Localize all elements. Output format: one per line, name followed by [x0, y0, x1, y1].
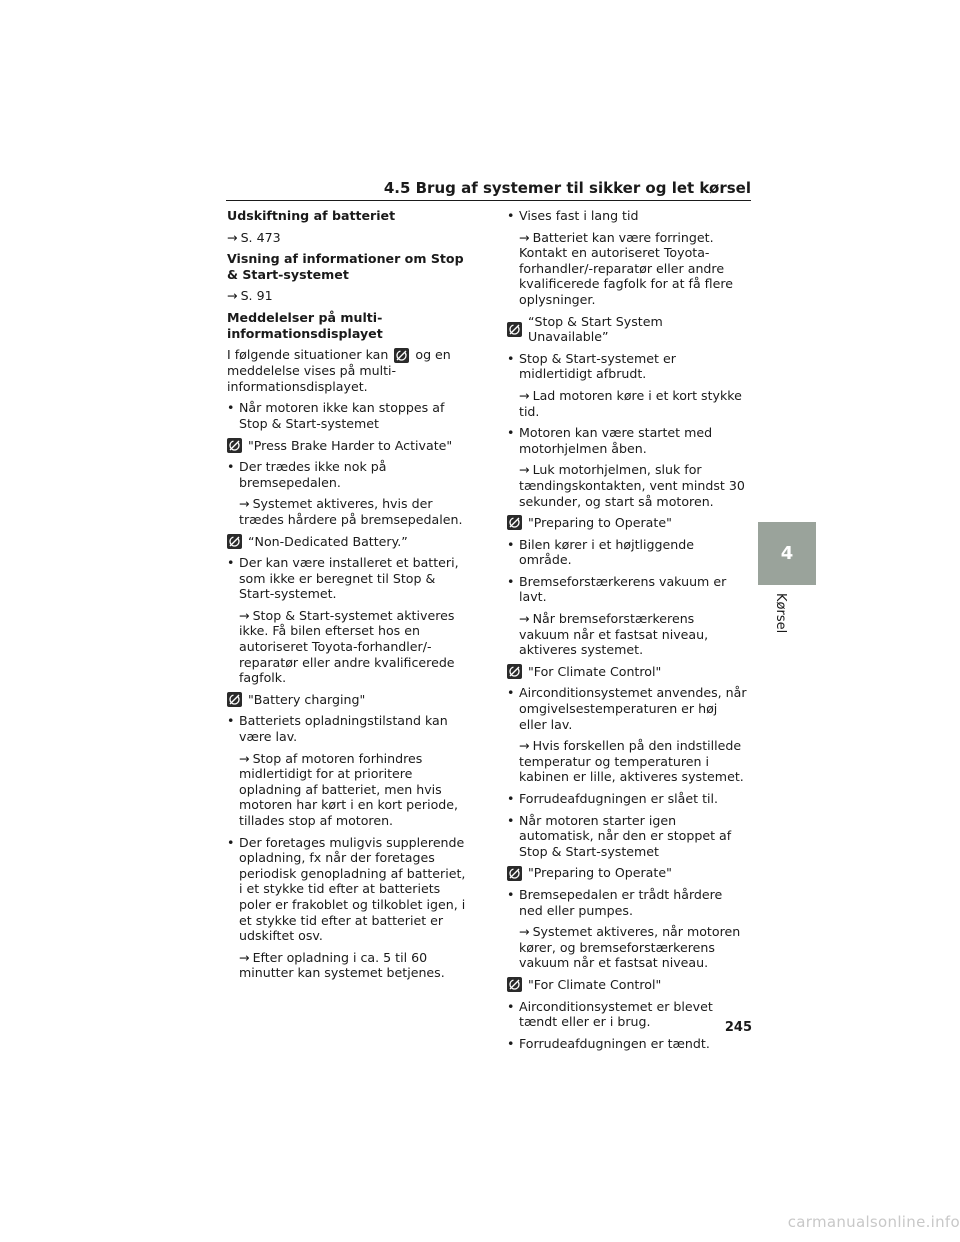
remedy-text: → Hvis forskellen på den indstillede temperatur og temperaturen i kabinen er lille, aktiveres systemet. — [507, 738, 747, 785]
stop-start-indicator-icon — [227, 438, 242, 453]
list-item: • Airconditionsystemet er blevet tændt eller er i brug. — [507, 999, 747, 1030]
list-item: • Batteriets opladningstilstand kan være lav. — [227, 713, 467, 744]
list-item: • Der foretages muligvis supplerende opladning, fx når der foretages periodisk genopladning af batteriet, i et stykke tid efter at batteriets poler er frakoblet og tilkoblet igen, i et stykke tid efter at batteriet er udskiftet osv. — [227, 835, 467, 944]
list-item: • Når motoren ikke kan stoppes af Stop & Start-systemet — [227, 400, 467, 431]
list-item: • Når motoren starter igen automatisk, når den er stoppet af Stop & Start-systemet — [507, 813, 747, 860]
remedy-text: → Stop af motoren forhindres midlertidigt for at prioritere opladning af batteriet, men hvis motoren har kørt i en kort periode, tillades stop af motoren. — [227, 751, 467, 829]
display-message: "Preparing to Operate" — [507, 865, 747, 881]
remedy-text: → Systemet aktiveres, hvis der trædes hårdere på bremsepedalen. — [227, 496, 467, 527]
list-item: • Forrudeafdugningen er tændt. — [507, 1036, 747, 1052]
heading-battery-replacement: Udskiftning af batteriet — [227, 208, 396, 223]
list-item: • Vises fast i lang tid — [507, 208, 747, 224]
list-item: • Bilen kører i et højtliggende område. — [507, 537, 747, 568]
stop-start-indicator-icon — [394, 348, 409, 363]
display-message: “Stop & Start System Unavailable” — [507, 314, 747, 345]
list-item: • Forrudeafdugningen er slået til. — [507, 791, 747, 807]
remedy-text: → Lad motoren køre i et kort stykke tid. — [507, 388, 747, 419]
watermark: carmanualsonline.info — [787, 1213, 960, 1231]
stop-start-indicator-icon — [507, 664, 522, 679]
list-item: • Der trædes ikke nok på bremsepedalen. — [227, 459, 467, 490]
section-header: 4.5 Brug af systemer til sikker og let kørsel — [226, 178, 751, 201]
list-item: • Motoren kan være startet med motorhjelmen åben. — [507, 425, 747, 456]
heading-messages: Meddelelser på multi-informationsdisplayet — [227, 309, 383, 341]
remedy-text: → Stop & Start-systemet aktiveres ikke. Få bilen efterset hos en autoriseret Toyota-forhandler/-reparatør eller andre kvalificerede fagfolk. — [227, 608, 467, 686]
chapter-tab: 4 — [758, 522, 816, 585]
remedy-text: → Batteriet kan være forringet. Kontakt en autoriseret Toyota-forhandler/-reparatør eller andre kvalificerede fagfolk for at få flere oplysninger. — [507, 230, 747, 308]
stop-start-indicator-icon — [507, 866, 522, 881]
page-number: 245 — [724, 1020, 752, 1035]
remedy-text: → Efter opladning i ca. 5 til 60 minutter kan systemet betjenes. — [227, 950, 467, 981]
list-item: • Der kan være installeret et batteri, som ikke er beregnet til Stop & Start-systemet. — [227, 555, 467, 602]
page-reference: → S. 91 — [227, 288, 467, 304]
page-reference: → S. 473 — [227, 230, 467, 246]
display-message: "Press Brake Harder to Activate" — [227, 438, 467, 454]
list-item: • Bremsepedalen er trådt hårdere ned eller pumpes. — [507, 887, 747, 918]
remedy-text: → Systemet aktiveres, når motoren kører, og bremseforstærkerens vakuum når et fastsat niveau. — [507, 924, 747, 971]
remedy-text: → Når bremseforstærkerens vakuum når et fastsat niveau, aktiveres systemet. — [507, 611, 747, 658]
intro-paragraph: I følgende situationer kan og en meddelelse vises på multi-informationsdisplayet. — [227, 347, 451, 394]
left-column — [227, 208, 467, 987]
heading-info-display: Visning af informationer om Stop & Start-systemet — [227, 251, 464, 282]
list-item: • Bremseforstærkerens vakuum er lavt. — [507, 574, 747, 605]
list-item: • Stop & Start-systemet er midlertidigt afbrudt. — [507, 351, 747, 382]
stop-start-indicator-icon — [227, 692, 242, 707]
right-column — [507, 208, 747, 1057]
display-message: "For Climate Control" — [507, 977, 747, 993]
stop-start-indicator-icon — [507, 322, 522, 337]
display-message: "Preparing to Operate" — [507, 515, 747, 531]
list-item: • Airconditionsystemet anvendes, når omgivelsestemperaturen er høj eller lav. — [507, 685, 747, 732]
display-message: "For Climate Control" — [507, 664, 747, 680]
stop-start-indicator-icon — [227, 534, 242, 549]
chapter-tab-label: Kørsel — [773, 593, 788, 634]
stop-start-indicator-icon — [507, 977, 522, 992]
display-message: “Non-Dedicated Battery.” — [227, 534, 467, 550]
remedy-text: → Luk motorhjelmen, sluk for tændingskontakten, vent mindst 30 sekunder, og start så motoren. — [507, 462, 747, 509]
display-message: "Battery charging" — [227, 692, 467, 708]
stop-start-indicator-icon — [507, 515, 522, 530]
